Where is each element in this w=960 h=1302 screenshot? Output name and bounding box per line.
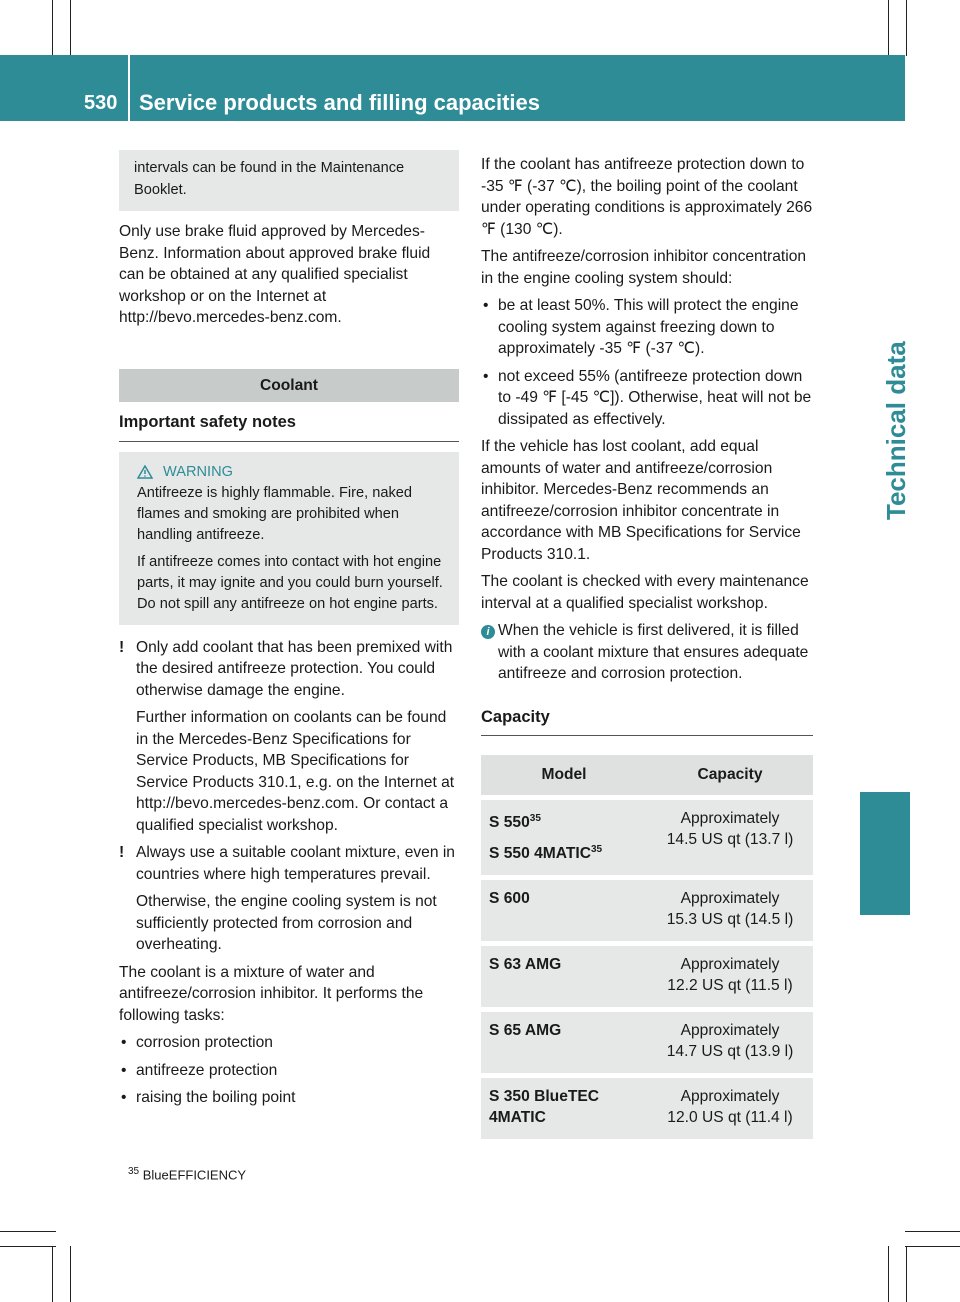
model-name: S 600	[489, 889, 530, 907]
crop-mark	[52, 0, 53, 56]
capacity-line: Approximately	[680, 1087, 780, 1105]
list-item-text: raising the boiling point	[136, 1089, 296, 1106]
safety-heading-text: Important safety notes	[119, 413, 296, 431]
footnote-text: BlueEFFICIENCY	[142, 1167, 247, 1183]
capacity-heading	[481, 707, 813, 737]
capacity-line: 12.0 US qt (11.4 l)	[667, 1109, 793, 1127]
header-separator	[128, 55, 130, 121]
side-tab-block	[860, 792, 910, 915]
notice-text: Otherwise, the engine cooling system is not sufficiently protected from corrosion and overheating.	[136, 893, 437, 953]
notice-text: Always use a suitable coolant mixture, even in countries where high temperatures prevail.	[136, 844, 455, 883]
capacity-line: 15.3 US qt (14.5 l)	[666, 911, 794, 929]
warning-label: WARNING	[163, 463, 233, 480]
list-item-text: corrosion protection	[136, 1034, 273, 1051]
table-row	[481, 1012, 813, 1073]
notice-item	[119, 842, 459, 956]
notice-mark: !	[119, 638, 125, 656]
capacity-line: Approximately	[680, 1021, 780, 1039]
model-name: S 350 BlueTEC	[489, 1087, 600, 1105]
crop-mark	[906, 0, 907, 56]
page-title: Service products and filling capacities	[139, 90, 541, 115]
crop-mark	[905, 1246, 960, 1247]
notice-text: Further information on coolants can be found in the Mercedes-Benz Specifications for Service Products, MB Specifications for Service Products 310.1, e.g. on the Internet at http://bevo.mercedes-benz.com. Or contact a qualified specialist workshop.	[136, 709, 455, 834]
safety-heading	[119, 412, 459, 442]
capacity-line: Approximately	[680, 809, 780, 827]
list-item-text: not exceed 55% (antifreeze protection down to -49 ℉ [-45 ℃]). Otherwise, heat will not be dissipated as effectively.	[498, 367, 812, 428]
model-name: S 550	[489, 813, 530, 831]
info-mark	[481, 620, 498, 685]
capacity-cell	[647, 946, 813, 1007]
table-row	[481, 800, 813, 875]
warning-paragraph: Antifreeze is highly flammable. Fire, naked flames and smoking are prohibited when handling antifreeze.	[137, 484, 412, 543]
column-header-model: Model	[481, 755, 647, 795]
capacity-line: Approximately	[680, 889, 780, 907]
capacity-table	[481, 750, 813, 1144]
page-number: 530	[84, 92, 118, 114]
concentration-text: The antifreeze/corrosion inhibitor concentration in the engine cooling system should:	[481, 248, 807, 287]
bullet-mark: •	[121, 1034, 127, 1051]
warning-box	[119, 452, 459, 625]
crop-mark	[905, 1231, 960, 1232]
capacity-cell	[647, 1012, 813, 1073]
model-cell	[481, 800, 647, 875]
boiling-point-text: If the coolant has antifreeze protection down to -35 ℉ (-37 ℃), the boiling point of the coolant under operating conditions is approximately 266 ℉ (130 ℃).	[481, 156, 813, 238]
bullet-mark: •	[121, 1089, 127, 1106]
list-item	[119, 1087, 459, 1109]
crop-mark	[0, 1246, 56, 1247]
info-icon: i	[481, 625, 495, 639]
crop-mark	[0, 1231, 56, 1232]
crop-mark	[906, 1246, 907, 1302]
crop-mark	[70, 0, 71, 56]
model-name: S 65 AMG	[489, 1021, 562, 1039]
footnote-ref: 35	[590, 844, 603, 856]
table-row	[481, 1078, 813, 1139]
mixture-text: The coolant is a mixture of water and antifreeze/corrosion inhibitor. It performs the following tasks:	[119, 963, 424, 1024]
footnote-number: 35	[128, 1166, 140, 1177]
crop-mark	[888, 1246, 889, 1302]
capacity-cell	[647, 800, 813, 875]
model-cell	[481, 1078, 647, 1139]
list-item-text: be at least 50%. This will protect the engine cooling system against freezing down to approximately -35 ℉ (-37 ℃).	[498, 297, 799, 357]
table-row	[481, 946, 813, 1007]
bullet-mark: •	[483, 297, 489, 314]
model-cell	[481, 880, 647, 941]
info-note	[481, 620, 813, 685]
list-item	[481, 366, 813, 431]
warning-paragraph: If antifreeze comes into contact with hot engine parts, it may ignite and you could burn yourself. Do not spill any antifreeze on hot engine parts.	[137, 553, 443, 612]
model-line	[489, 839, 639, 865]
notice-text: Only add coolant that has been premixed with the desired antifreeze protection. You could otherwise damage the engine.	[136, 638, 453, 699]
model-name: 4MATIC	[489, 1109, 546, 1127]
notice-item	[119, 637, 459, 837]
model-name: S 63 AMG	[489, 955, 562, 973]
checked-text: The coolant is checked with every maintenance interval at a qualified specialist workshop.	[481, 573, 809, 612]
capacity-line: 12.2 US qt (11.5 l)	[667, 977, 793, 995]
capacity-cell	[647, 1078, 813, 1139]
column-header-capacity: Capacity	[647, 755, 813, 795]
footnote-ref: 35	[529, 812, 541, 824]
list-item	[119, 1032, 459, 1054]
list-item	[481, 295, 813, 360]
brake-fluid-text: Only use brake fluid approved by Mercedes-Benz. Information about approved brake fluid can be obtained at any qualified specialist workshop or on the Internet at http://bevo.mercedes-benz.com.	[119, 223, 431, 326]
notice-mark: !	[119, 844, 125, 861]
left-column	[119, 150, 459, 1115]
model-line	[489, 808, 639, 834]
footnote	[128, 1166, 246, 1182]
section-title	[119, 369, 459, 403]
table-header-row	[481, 755, 813, 795]
capacity-heading-text: Capacity	[481, 707, 550, 726]
list-item-text: antifreeze protection	[136, 1061, 278, 1079]
capacity-line: 14.5 US qt (13.7 l)	[666, 831, 794, 848]
lost-coolant-text: If the vehicle has lost coolant, add equal amounts of water and antifreeze/corrosion inhibitor. Mercedes-Benz recommends an antifreeze/corrosion inhibitor concentrate in accordance with MB Specifications for Service Products 310.1.	[481, 438, 801, 563]
bullet-mark: •	[121, 1061, 127, 1079]
model-cell	[481, 1012, 647, 1073]
model-cell	[481, 946, 647, 1007]
info-text: When the vehicle is first delivered, it is filled with a coolant mixture that ensures adequate antifreeze and corrosion protection.	[498, 622, 809, 682]
side-tab-label: Technical data	[881, 341, 911, 520]
crop-mark	[888, 0, 889, 56]
capacity-line: Approximately	[680, 955, 780, 973]
section-title-text: Coolant	[259, 376, 319, 394]
table-row	[481, 880, 813, 941]
right-column	[481, 154, 813, 1144]
capacity-line: 14.7 US qt (13.9 l)	[666, 1043, 794, 1061]
crop-mark	[70, 1246, 71, 1302]
list-item	[119, 1060, 459, 1082]
capacity-cell	[647, 880, 813, 941]
maintenance-box	[119, 150, 459, 211]
bullet-mark: •	[483, 367, 489, 385]
warning-header	[137, 462, 451, 483]
warning-triangle-icon	[137, 465, 153, 479]
maintenance-box-text: intervals can be found in the Maintenance Booklet.	[134, 160, 405, 198]
crop-mark	[52, 1246, 53, 1302]
model-name: S 550 4MATIC	[489, 845, 591, 863]
